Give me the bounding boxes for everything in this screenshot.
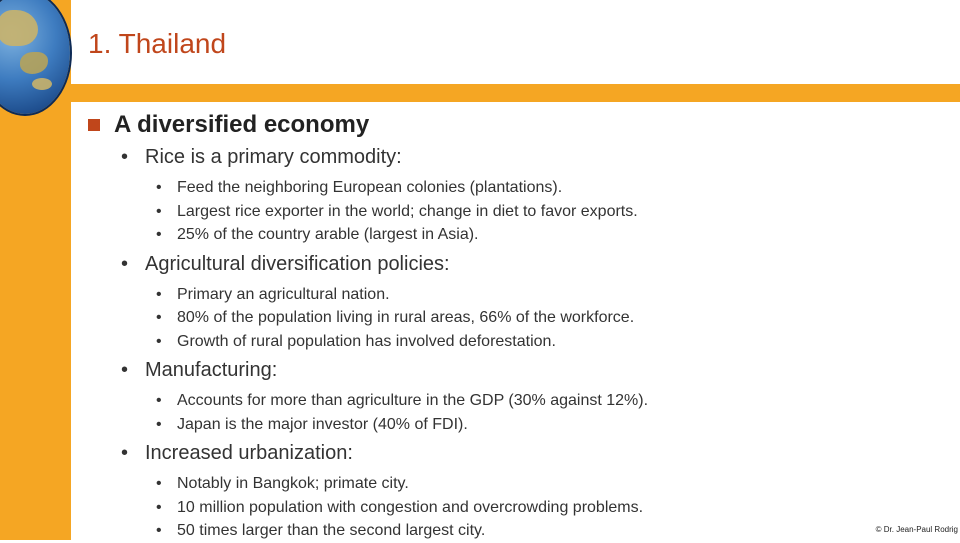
globe-landmass [32, 78, 52, 90]
list-item-text: 80% of the population living in rural areas, 66% of the workforce. [177, 309, 635, 326]
list-item [156, 330, 960, 354]
list-item [156, 472, 960, 496]
slide-content [88, 112, 960, 543]
copyright-footer: © Dr. Jean-Paul Rodrig [875, 525, 958, 534]
list-item-text: 50 times larger than the second largest city. [177, 522, 486, 539]
section-label: Increased urbanization: [145, 442, 353, 464]
list-item-text: Accounts for more than agriculture in the GDP (30% against 12%). [177, 392, 649, 409]
section-label: Rice is a primary commodity: [145, 146, 402, 168]
list-item [156, 283, 960, 307]
list-item-text: 10 million population with congestion and overcrowding problems. [177, 498, 644, 516]
list-item [156, 200, 960, 224]
list-item [156, 223, 960, 247]
title-divider-bar [71, 84, 960, 102]
section-urbanization [121, 440, 960, 466]
main-heading [88, 112, 960, 138]
list-item-text: Notably in Bangkok; primate city. [177, 475, 409, 492]
section-agriculture [121, 251, 960, 277]
list-item [156, 389, 960, 413]
section-label: Agricultural diversification policies: [145, 252, 450, 275]
globe-landmass [0, 10, 38, 46]
section-rice [121, 144, 960, 170]
list-item [156, 496, 960, 520]
square-bullet-icon [88, 119, 100, 131]
main-heading-text: A diversified economy [114, 111, 370, 138]
list-item-text: 25% of the country arable (largest in Asia). [177, 226, 479, 243]
globe-landmass [20, 52, 48, 74]
list-item-text: Largest rice exporter in the world; change in diet to favor exports. [177, 202, 638, 220]
list-item [156, 176, 960, 200]
list-item-text: Japan is the major investor (40% of FDI). [177, 415, 468, 433]
section-label: Manufacturing: [145, 359, 278, 381]
slide-title: 1. Thailand [88, 28, 227, 59]
list-item-text: Growth of rural population has involved deforestation. [177, 332, 556, 350]
list-item-text: Feed the neighboring European colonies (plantations). [177, 179, 563, 196]
list-item [156, 519, 960, 543]
list-item-text: Primary an agricultural nation. [177, 285, 390, 303]
list-item [156, 413, 960, 437]
section-manufacturing [121, 357, 960, 383]
list-item [156, 306, 960, 330]
